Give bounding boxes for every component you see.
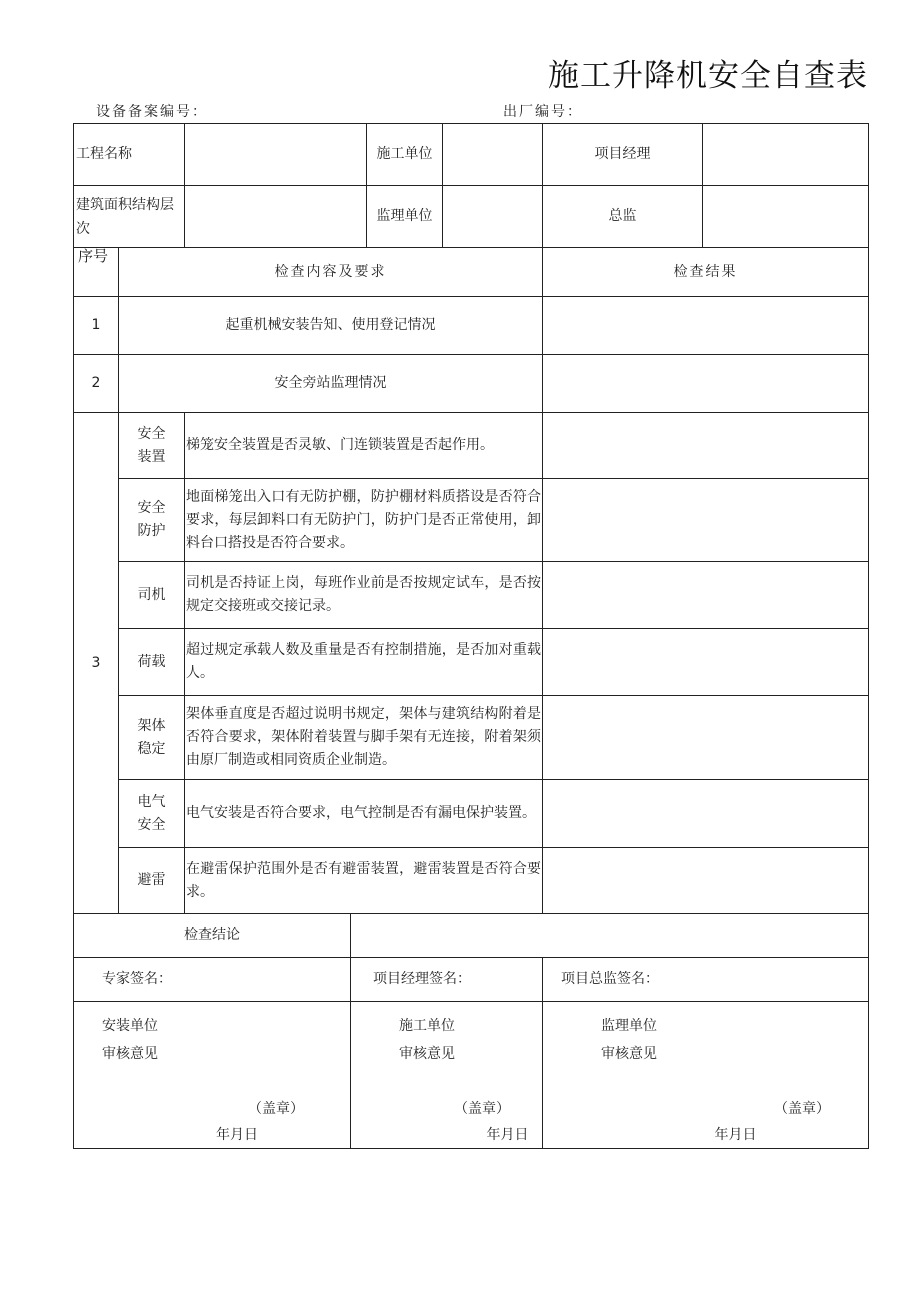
supervision-unit-value[interactable] (443, 186, 543, 248)
table-row (74, 355, 869, 413)
table-row (74, 629, 869, 696)
item-seq: 2 (74, 355, 119, 413)
project-manager-signature[interactable]: 项目经理签名： (351, 958, 543, 1002)
check-content: 在避雷保护范围外是否有避雷装置，避雷装置是否符合要求。 (185, 848, 543, 914)
building-area-label: 建筑面积结构层次 (74, 186, 185, 248)
category-cell: 电气安全 (119, 780, 185, 848)
item-content: 安全旁站监理情况 (119, 355, 543, 413)
category-cell: 避雷 (119, 848, 185, 914)
project-manager-value[interactable] (703, 124, 869, 186)
check-result[interactable] (543, 479, 869, 562)
opinion-label: 审核意见 (102, 1046, 158, 1062)
check-content: 梯笼安全装置是否灵敏、门连锁装置是否起作用。 (185, 413, 543, 479)
check-content: 电气安装是否符合要求，电气控制是否有漏电保护装置。 (185, 780, 543, 848)
seal-label: （盖章） (774, 1101, 831, 1117)
table-row (74, 562, 869, 629)
date-label: 年月日 (486, 1127, 529, 1143)
chief-supervisor-value[interactable] (703, 186, 869, 248)
table-row (74, 780, 869, 848)
category-cell: 荷载 (119, 629, 185, 696)
building-area-value[interactable] (185, 186, 367, 248)
category-cell: 架体稳定 (119, 696, 185, 780)
construction-unit-value[interactable] (443, 124, 543, 186)
seq-header: 序号 (74, 248, 119, 297)
opinion-unit: 监理单位 (601, 1018, 658, 1034)
project-name-label: 工程名称 (74, 124, 185, 186)
record-no-label: 设备备案编号： (96, 104, 208, 120)
check-result[interactable] (543, 629, 869, 696)
table-row (74, 297, 869, 355)
construction-unit-opinion[interactable] (351, 1002, 543, 1149)
date-label: 年月日 (714, 1127, 757, 1143)
page-title: 施工升降机安全自查表 (548, 58, 868, 94)
check-content: 地面梯笼出入口有无防护棚，防护棚材料质搭设是否符合要求，每层卸料口有无防护门，防护门是否正常使用，卸料台口搭投是否符合要求。 (185, 479, 543, 562)
check-result[interactable] (543, 780, 869, 848)
seal-label: （盖章） (454, 1101, 511, 1117)
group-seq: 3 (74, 413, 119, 914)
item-seq: 1 (74, 297, 119, 355)
opinion-unit: 施工单位 (399, 1018, 455, 1034)
conclusion-label: 检查结论 (74, 914, 351, 958)
result-header: 检查结果 (543, 248, 869, 297)
project-name-value[interactable] (185, 124, 367, 186)
seal-label: （盖章） (248, 1101, 304, 1117)
supervision-unit-label: 监理单位 (367, 186, 443, 248)
category-cell: 司机 (119, 562, 185, 629)
category-cell: 安全防护 (119, 479, 185, 562)
opinion-label: 审核意见 (399, 1046, 455, 1062)
check-content: 架体垂直度是否超过说明书规定，架体与建筑结构附着是否符合要求，架体附着装置与脚手架有无连接，附着架须由原厂制造或相同资质企业制造。 (185, 696, 543, 780)
category-cell: 安全装置 (119, 413, 185, 479)
table-row (74, 696, 869, 780)
item-content: 起重机械安装告知、使用登记情况 (119, 297, 543, 355)
content-header: 检查内容及要求 (119, 248, 543, 297)
check-result[interactable] (543, 848, 869, 914)
check-result[interactable] (543, 696, 869, 780)
check-content: 司机是否持证上岗，每班作业前是否按规定试车，是否按规定交接班或交接记录。 (185, 562, 543, 629)
table-row (74, 848, 869, 914)
self-inspection-table (73, 123, 869, 1149)
chief-supervisor-signature[interactable]: 项目总监签名： (543, 958, 869, 1002)
install-unit-opinion[interactable] (74, 1002, 351, 1149)
check-result[interactable] (543, 562, 869, 629)
chief-supervisor-label: 总监 (543, 186, 703, 248)
factory-no-label: 出厂编号： (503, 104, 583, 120)
supervision-unit-opinion[interactable] (543, 1002, 869, 1149)
conclusion-value[interactable] (351, 914, 869, 958)
opinion-unit: 安装单位 (102, 1018, 158, 1034)
opinion-label: 审核意见 (601, 1046, 658, 1062)
project-manager-label: 项目经理 (543, 124, 703, 186)
item-result[interactable] (543, 297, 869, 355)
construction-unit-label: 施工单位 (367, 124, 443, 186)
check-content: 超过规定承载人数及重量是否有控制措施，是否加对重载人。 (185, 629, 543, 696)
table-row (74, 479, 869, 562)
item-result[interactable] (543, 355, 869, 413)
expert-signature[interactable]: 专家签名： (74, 958, 351, 1002)
date-label: 年月日 (216, 1127, 258, 1143)
table-row (74, 413, 869, 479)
check-result[interactable] (543, 413, 869, 479)
